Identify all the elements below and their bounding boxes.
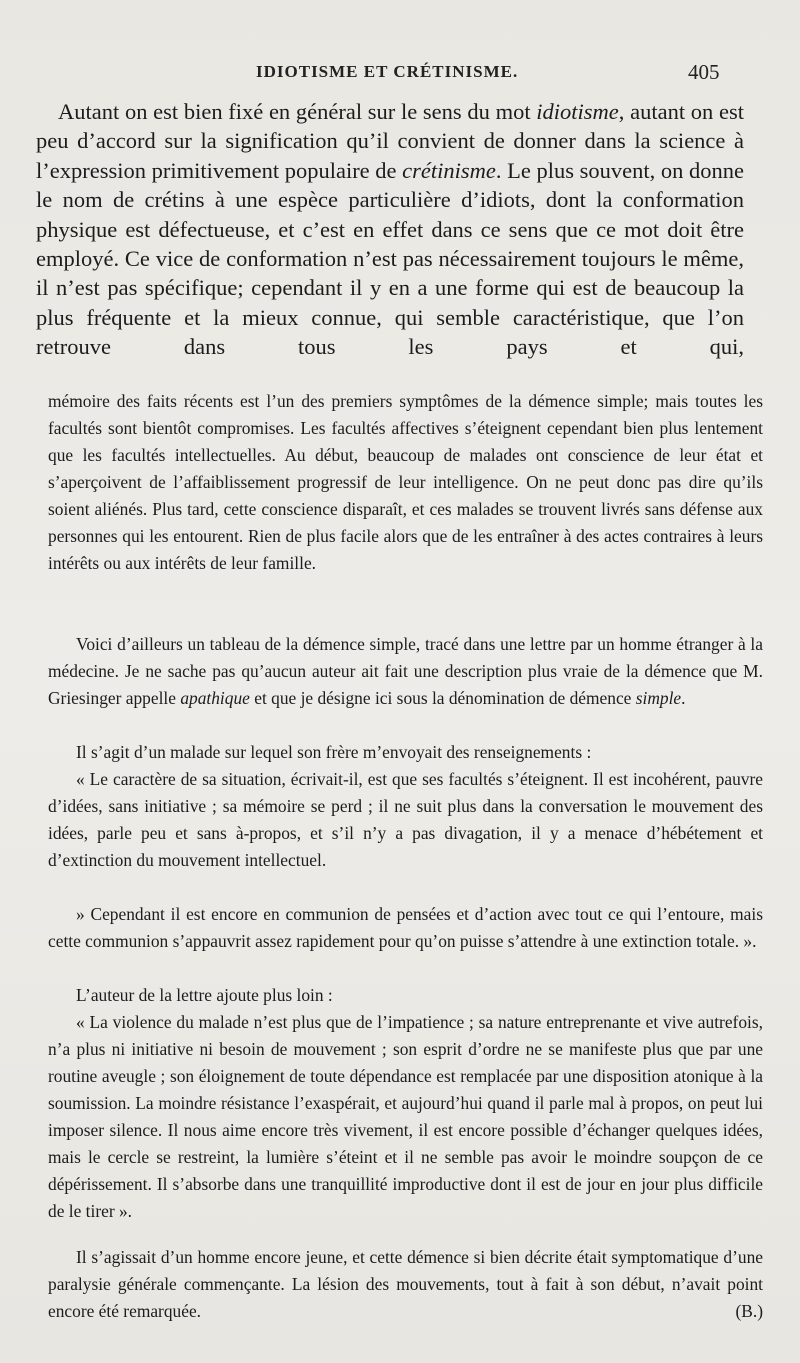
- main-text-2: , autant on est peu d’accord sur la signification qu’il convient de donner dans la science à l’expression primitivement populaire de: [36, 99, 744, 183]
- footnote-paragraph-6: [48, 982, 763, 1009]
- footnote-paragraph-5: [48, 901, 763, 955]
- term-apathique: apathique: [180, 688, 250, 708]
- footnote-paragraph-3: [48, 739, 763, 766]
- footnote-text-3: Il s’agit d’un malade sur lequel son frère m’envoyait des renseignements :: [76, 742, 592, 762]
- main-paragraph: [36, 97, 744, 362]
- footnote-text-4: « Le caractère de sa situation, écrivait-il, est que ses facultés s’éteignent. Il est incohérent, pauvre d’idées, sans initiative ; sa mémoire se perd ; il ne suit plus dans la conversation le mouvement des idées, parle peu et sans à-propos, et s’il n’y a pas divagation, il y a menace d’hébétement et d’extinction du mouvement intellectuel.: [48, 769, 763, 870]
- footnote-divider: [50, 382, 740, 383]
- footnote-text-8: Il s’agissait d’un homme encore jeune, et cette démence si bien décrite était symptomatique d’une paralysie générale commençante. La lésion des mouvements, tout à fait à son début, n’avait point encore été remarquée.: [48, 1247, 763, 1321]
- footnote-text-5: » Cependant il est encore en communion de pensées et d’action avec tout ce qui l’entoure, mais cette communion s’appauvrit assez rapidement pour qu’on puisse s’attendre à une extinction totale. ».: [48, 904, 763, 951]
- running-head: IDIOTISME ET CRÉTINISME.: [256, 62, 519, 81]
- footnote-paragraph-8: [48, 1244, 763, 1325]
- footnote-paragraph-4: [48, 766, 763, 874]
- footnote-paragraph-1: [48, 388, 763, 577]
- page-header: [0, 60, 800, 90]
- footnote-text-1: mémoire des faits récents est l’un des premiers symptômes de la démence simple; mais toutes les facultés sont bientôt compromises. Les facultés affectives s’éteignent cependant bien plus lentement que les facultés intellectuelles. Au début, beaucoup de malades ont conscience de leur état et s’aperçoivent de l’affaiblissement progressif de leur intelligence. On ne peut donc pas dire qu’ils soient aliénés. Plus tard, cette conscience disparaît, et ces malades se trouvent livrés sans défense aux personnes qui les entourent. Rien de plus facile alors que de les entraîner à des actes contraires à leurs intérêts ou aux intérêts de leur famille.: [48, 391, 763, 573]
- term-cretinisme: crétinisme: [402, 157, 496, 183]
- footnote-text-6: L’auteur de la lettre ajoute plus loin :: [76, 985, 333, 1005]
- footnote-text-7: « La violence du malade n’est plus que de l’impatience ; sa nature entreprenante et vive autrefois, n’a plus ni initiative ni besoin de mouvement ; son esprit d’ordre ne se manifeste plus que par une routine aveugle ; son éloignement de toute dépendance est remplacée par une disposition atonique à la soumission. La moindre résistance l’exaspérait, et aujourd’hui quand il parle mal à propos, on peut lui imposer silence. Il nous aime encore très vivement, il est encore possible d’échanger quelques idées, mais le cercle se restreint, la lumière s’éteint et il ne semble pas avoir le moindre soupçon de ce dépérissement. Il s’absorbe dans une tranquillité improductive dont il est de jour en jour plus difficile de le tirer ».: [48, 1012, 763, 1221]
- term-simple: simple: [635, 688, 682, 708]
- footnote-paragraph-2: [48, 631, 763, 712]
- term-idiotisme: idiotisme: [536, 99, 619, 124]
- footnote-signature: (B.): [735, 1301, 763, 1321]
- footnote-text-2c: .: [681, 688, 686, 708]
- page-number: 405: [688, 60, 720, 84]
- footnote-text-2b: et que je désigne ici sous la dénomination de démence: [249, 688, 636, 708]
- main-text-3: . Le plus souvent, on donne le nom de crétins à une espèce particulière d’idiots, dont la conformation physique est défectueuse, et c’est en effet dans ce sens que ce mot doit être employé. Ce vice de conformation n’est pas nécessairement toujours le même, il n’est pas spécifique; cependant il y en a une forme qui est de beaucoup la plus fréquente et la mieux connue, qui semble caractéristique, que l’on retrouve dans tous les pays et qui,: [36, 157, 745, 360]
- footnote-paragraph-7: [48, 1009, 763, 1225]
- footnote-text-2a: Voici d’ailleurs un tableau de la démence simple, tracé dans une lettre par un homme étranger à la médecine. Je ne sache pas qu’aucun auteur ait fait une description plus vraie de la démence que M. Griesinger appelle: [48, 634, 763, 708]
- main-text-1: Autant on est bien fixé en général sur le sens du mot: [58, 99, 537, 124]
